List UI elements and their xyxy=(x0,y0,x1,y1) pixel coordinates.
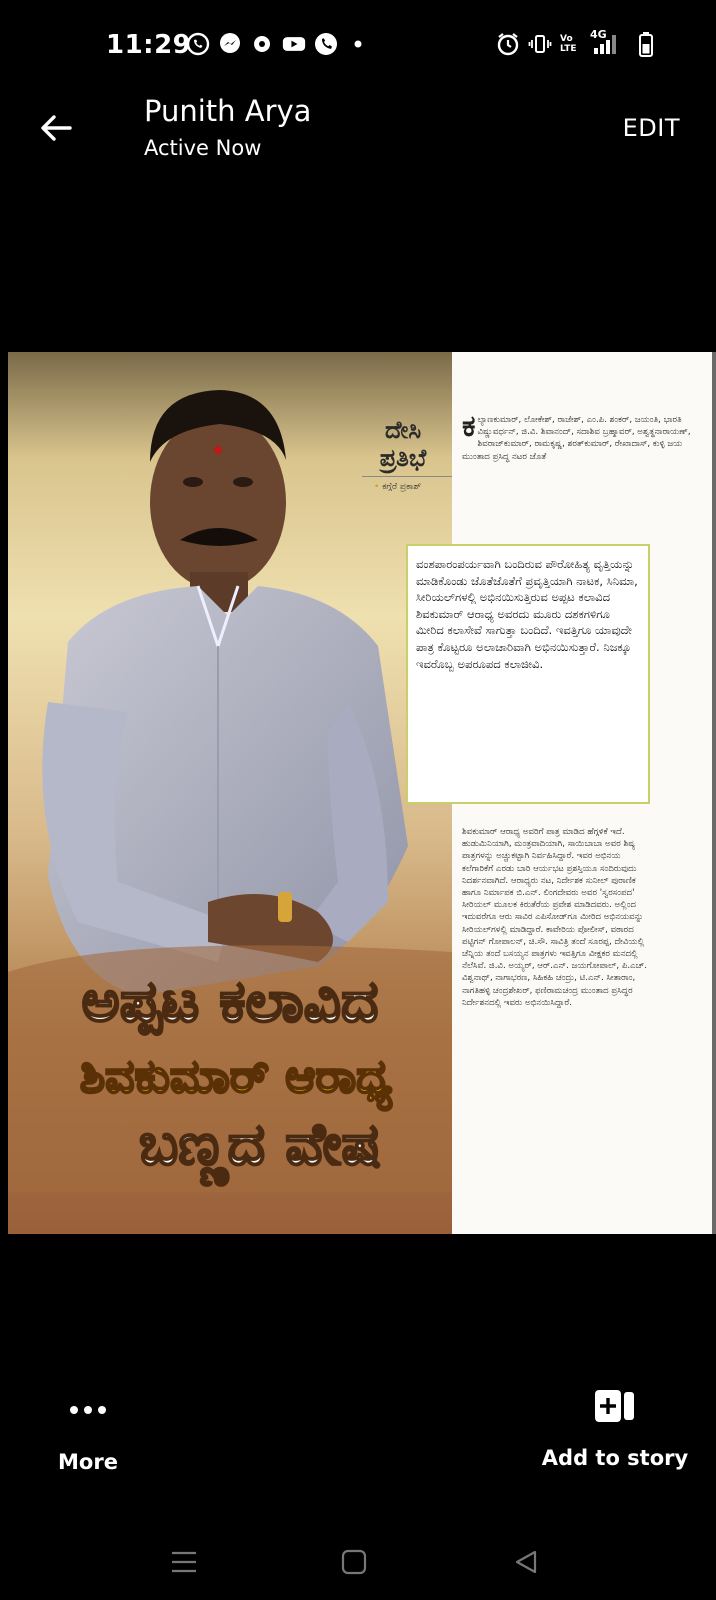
headline-line-1: ಅಪ್ಪಟ ಕಲಾವಿದ xyxy=(81,967,379,1035)
system-back-button[interactable] xyxy=(508,1546,544,1578)
byline xyxy=(374,482,421,492)
recent-apps-button[interactable] xyxy=(166,1546,202,1578)
section-title-line-2: ಪ್ರತಿಭೆ xyxy=(379,444,427,472)
vibrate-icon xyxy=(528,32,552,56)
article-body: ಶಿವಕುಮಾರ್ ಆರಾಧ್ಯ ಅವರಿಗೆ ಪಾತ್ರ ಮಾಡಿದ ಹೆಗ್ಗಳಿಕೆ ಇದೆ. ಹುಡುಮಿನಿಯಾಗಿ, ಮಂತ್ರವಾದಿಯಾಗಿ, ಸಾಯಿಬಾಬಾ ಅವರ ಶಿಷ್ಯ ಪಾತ್ರಗಳನ್ನು ಅಚ್ಚುಕಟ್ಟಾಗಿ ನಿರ್ವಹಿಸಿದ್ದಾರೆ. ಇವರ ಅಭಿನಯ ಕಲೆಗಾರಿಕೆಗೆ ಎರಡು ಬಾರಿ ಆರ್ಯಭಟ ಪ್ರಶಸ್ತಿಯೂ ಸಂದಿರುವುದು ನಿದರ್ಶನವಾಗಿದೆ. ಆರಾಧ್ಯರು ನಟ, ನಿರ್ದೇಶಕ ಸುನೀಲ್ ಪುರಾಣಿಕ ಹಾಗೂ ನಿರ್ಮಾಪಕ ಬಿ.ಎನ್. ಲಿಂಗದೇವರು ಅವರ 'ಸ್ವರಸಂಪದ' ಸೀರಿಯಲ್ ಮೂಲಕ ಕಿರುತೆರೆಯ ಪ್ರವೇಶ ಮಾಡಿದವರು. ಅಲ್ಲಿಂದ ಇದುವರೆಗೂ ಆರು ಸಾವಿರ ಎಪಿಸೋಡ್‌ಗೂ ಮೀರಿದ ಅಭಿನಯವನ್ನು ಸೀರಿಯಲ್‌ಗಳಲ್ಲಿ ಮಾಡಿದ್ದಾರೆ. ಕಾವೇರಿಯ ಪೋಲೀಸ್, ವಠಾರದ ಪಟ್ಟಿಗನ್ ಗೋಪಾಲನ್, ಚಿ.ಸೌ. ಸಾವಿತ್ರಿ ತಂದೆ ಸೂರಪ್ಪ, ದೇವಿಯಲ್ಲಿ ಚೆನ್ನಿಯ ತಂದೆ ಬಸಯ್ಯನ ಪಾತ್ರಗಳು ಇವತ್ತಿಗೂ ವೀಕ್ಷಕರ ಮನದಲ್ಲಿ ನೆಲೆಸಿವೆ. ಜಿ.ವಿ. ಅಯ್ಯರ್, ಆರ್.ಎನ್. ಜಯಗೋಪಾಲ್, ಪಿ.ಎಚ್. ವಿಶ್ವನಾಥ್, ನಾಗಾಭರಣ, ಸಿಹಿಕಹಿ ಚಂದ್ರು, ಟಿ.ಎನ್. ಸೀತಾರಾಂ, ನಾಗತಿಹಳ್ಳಿ ಚಂದ್ರಶೇಖರ್, ಫಣಿರಾಮಚಂದ್ರ ಮುಂತಾದ ಪ್ರಸಿದ್ಧರ ನಿರ್ದೇಶನದಲ್ಲಿ ಇವರು ಅಭಿನಯಿಸಿದ್ದಾರೆ. xyxy=(462,827,647,1008)
status-time: 11:29 xyxy=(106,30,192,60)
youtube-icon xyxy=(282,32,306,56)
system-nav-bar xyxy=(0,1520,716,1600)
system-status-icons xyxy=(496,28,658,56)
article-intro xyxy=(462,409,698,463)
headline-line-2: ಶಿವಕುಮಾರ್ ಆರಾಧ್ಯ xyxy=(79,1049,393,1103)
notification-icon xyxy=(250,32,274,56)
section-title-line-1: ದೇಸಿ xyxy=(384,416,422,444)
signal-4g-icon xyxy=(590,28,626,56)
network-label: 4G xyxy=(590,28,607,41)
messenger-icon xyxy=(218,32,242,56)
back-triangle-icon xyxy=(513,1549,539,1575)
alarm-icon xyxy=(496,32,520,56)
dropcap-letter: ಕ xyxy=(462,409,476,444)
shared-photo[interactable] xyxy=(0,352,716,1234)
section-title xyxy=(358,416,448,472)
dot-icon xyxy=(346,32,370,56)
status-bar xyxy=(0,0,716,92)
page-edge xyxy=(712,352,716,1234)
phone-icon xyxy=(314,32,338,56)
recent-apps-icon xyxy=(170,1550,198,1574)
battery-icon xyxy=(634,32,658,56)
more-dots-icon xyxy=(68,1390,108,1430)
pull-quote-box: ವಂಶಪಾರಂಪರ್ಯವಾಗಿ ಬಂದಿರುವ ಪೌರೋಹಿತ್ಯ ವೃತ್ತಿಯನ್ನು ಮಾಡಿಕೊಂಡು ಜೊತೆಜೊತೆಗೆ ಪ್ರವೃತ್ತಿಯಾಗಿ ನಾಟಕ, ಸಿನಿಮಾ, ಸೀರಿಯಲ್‌ಗಳಲ್ಲಿ ಅಭಿನಯಿಸುತ್ತಿರುವ ಅಪ್ಪಟ ಕಲಾವಿದ ಶಿವಕುಮಾರ್ ಆರಾಧ್ಯ ಅವರದು ಮೂರು ದಶಕಗಳಿಗೂ ಮೀರಿದ ಕಲಾಸೇವೆ ಸಾಗುತ್ತಾ ಬಂದಿದೆ. ಇವತ್ತಿಗೂ ಯಾವುದೇ ಪಾತ್ರ ಕೊಟ್ಟರೂ ಅಲಾಚಾರಿವಾಗಿ ಅಭಿನಯಿಸುತ್ತಾರೆ. ನಿಜಕ್ಕೂ ಇವರೊಬ್ಬ ಅಪರೂಪದ ಕಲಾಜೀವಿ. xyxy=(406,544,650,804)
contact-name: Punith Arya xyxy=(144,94,312,128)
more-label: More xyxy=(58,1450,118,1474)
more-button[interactable] xyxy=(48,1390,128,1474)
add-to-story-label: Add to story xyxy=(541,1446,689,1470)
viewer-header xyxy=(0,92,716,180)
home-icon xyxy=(341,1549,367,1575)
notification-icons xyxy=(186,32,370,56)
section-divider xyxy=(362,476,452,477)
volte-icon: Vo LTE xyxy=(560,34,577,54)
add-story-icon xyxy=(593,1386,637,1426)
headline-line-3: ಬಣ್ಣದ ವೇಷ xyxy=(139,1110,381,1178)
add-to-story-button[interactable] xyxy=(540,1386,690,1470)
contact-status: Active Now xyxy=(144,136,262,160)
back-button[interactable] xyxy=(34,106,78,150)
edit-button[interactable]: EDIT xyxy=(622,114,680,142)
home-button[interactable] xyxy=(336,1546,372,1578)
back-arrow-icon xyxy=(38,110,74,146)
bullet-icon: • xyxy=(374,482,380,492)
article-intro-text: ಲ್ಯಾಣಕುಮಾರ್, ಲೋಕೇಶ್, ರಾಜೇಶ್, ಎಂ.ಪಿ. ಶಂಕರ್, ಜಯಂತಿ, ಭಾರತಿ ವಿಷ್ಣುವರ್ಧನ್, ಜಿ.ವಿ. ಶಿವಾನಂದ್, ಸದಾಶಿವ ಬ್ರಹ್ಮಾವರ್, ಅಶ್ವತ್ಥನಾರಾಯಣ್, ಶಿವರಾಜ್‌ಕುಮಾರ್, ರಾಮಕೃಷ್ಣ, ಶರತ್‌ಕುಮಾರ್, ರೇಖಾದಾಸ್, ಕುಳ್ಳಿ ಜಯ ಮುಂತಾದ ಪ್ರಸಿದ್ಧ ನಟರ ಜೊತೆ xyxy=(462,415,691,462)
whatsapp-icon xyxy=(186,32,210,56)
byline-text: ಕಗ್ಗೆರೆ ಪ್ರಕಾಶ್ xyxy=(382,482,422,492)
